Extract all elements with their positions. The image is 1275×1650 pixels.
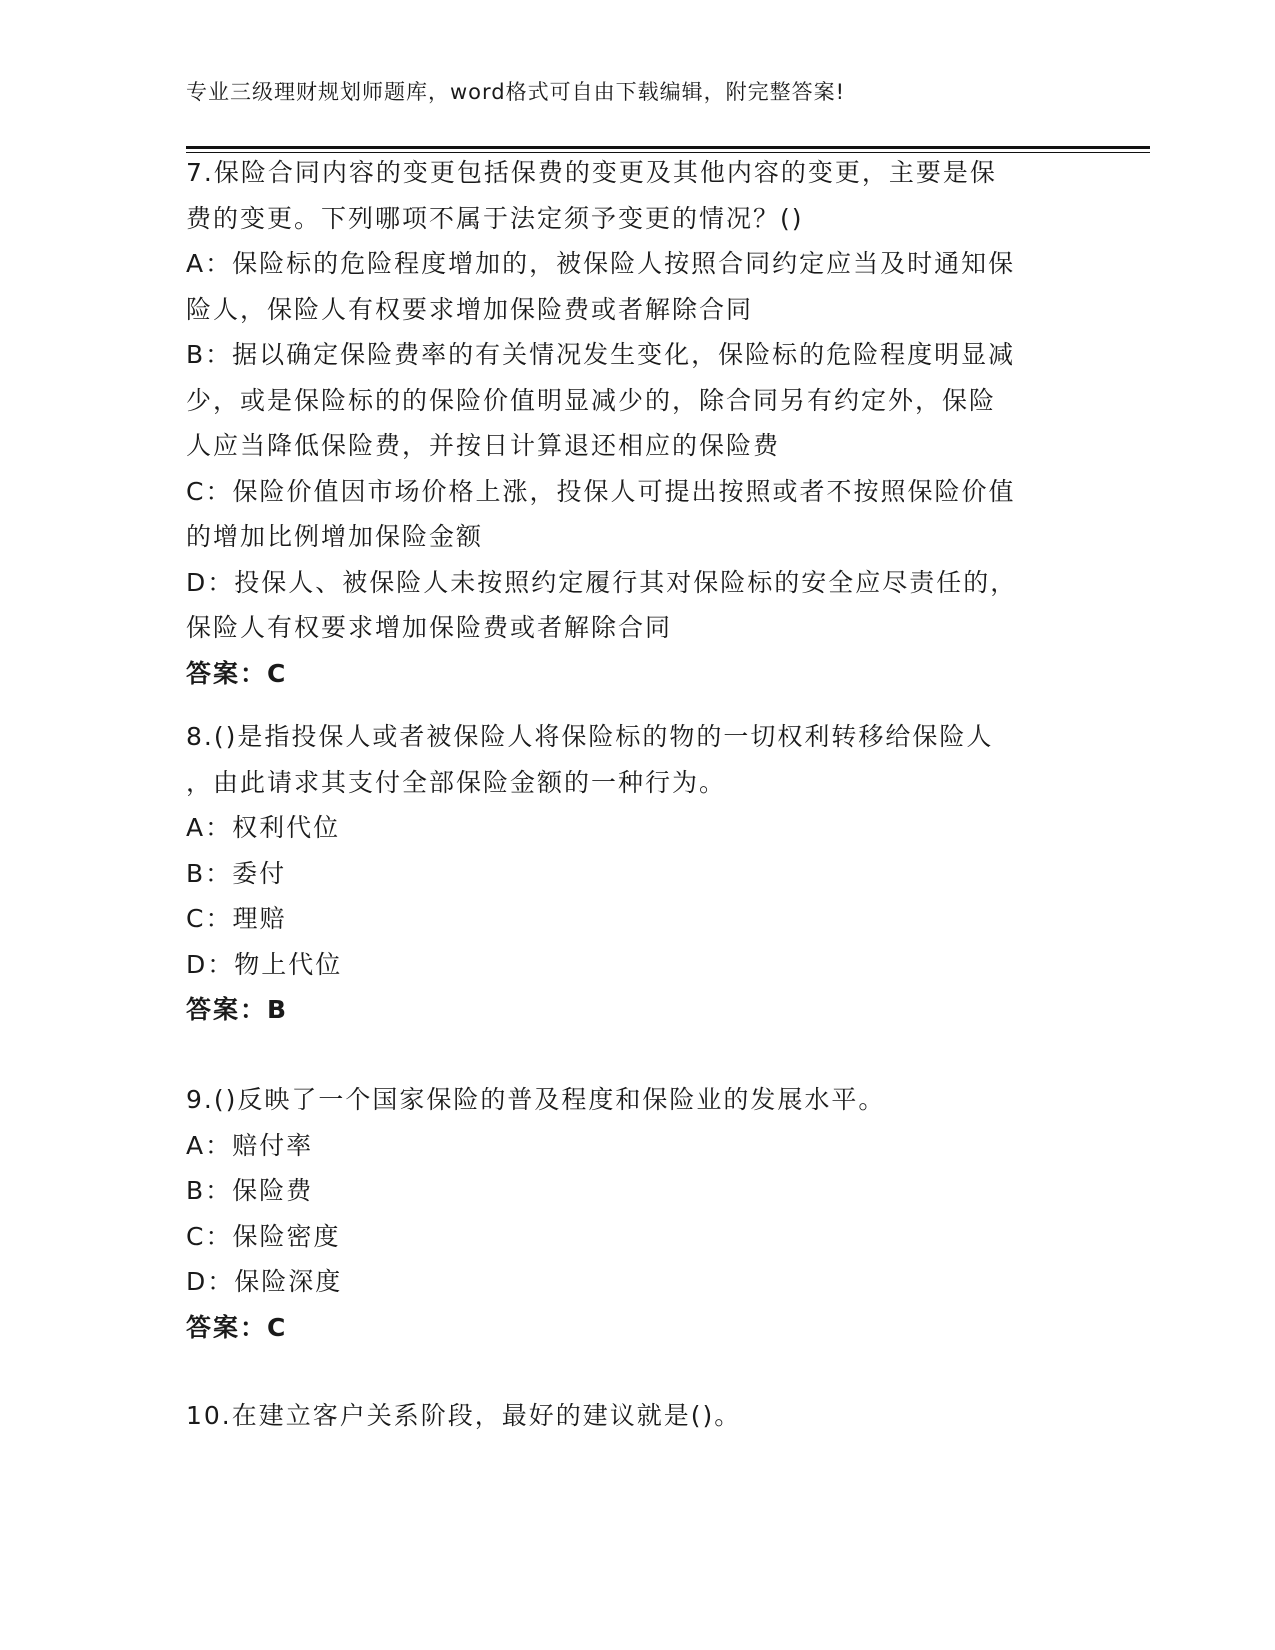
question-stem-line: 7.保险合同内容的变更包括保费的变更及其他内容的变更，主要是保 <box>186 158 997 187</box>
option-a-line: A：权利代位 <box>186 813 341 842</box>
option-c-line: C：保险价值因市场价格上涨，投保人可提出按照或者不按照保险价值 <box>186 476 1016 506</box>
option-d-line: D：保险深度 <box>186 1267 343 1296</box>
option-b-line: B：委付 <box>186 858 287 888</box>
option-d-line: 保险人有权要求增加保险费或者解除合同 <box>186 613 673 642</box>
question-stem-line: 9.()反映了一个国家保险的普及程度和保险业的发展水平。 <box>186 1085 886 1114</box>
question-stem-line: ，由此请求其支付全部保险金额的一种行为。 <box>186 767 727 797</box>
question-8 <box>186 714 1086 1033</box>
option-d-line: D：物上代位 <box>186 949 343 979</box>
option-c-line: 的增加比例增加保险金额 <box>186 522 484 551</box>
question-stem-line: 8.()是指投保人或者被保险人将保险标的物的一切权利转移给保险人 <box>186 722 994 751</box>
question-9 <box>186 1077 1086 1350</box>
option-a-line: A：赔付率 <box>186 1130 314 1160</box>
option-b-line: 少，或是保险标的的保险价值明显减少的，除合同另有约定外，保险 <box>186 385 997 415</box>
option-b-line: 人应当降低保险费，并按日计算退还相应的保险费 <box>186 431 781 460</box>
option-a-line: 险人，保险人有权要求增加保险费或者解除合同 <box>186 294 754 324</box>
option-b-line: B：保险费 <box>186 1176 314 1205</box>
page-header: 专业三级理财规划师题库，word格式可自由下载编辑，附完整答案! <box>186 80 846 104</box>
question-10 <box>186 1393 1086 1439</box>
question-stem-line: 10.在建立客户关系阶段，最好的建议就是()。 <box>186 1401 742 1430</box>
answer-label: 答案：B <box>186 995 289 1024</box>
option-c-line: C：理赔 <box>186 904 287 933</box>
option-b-line: B：据以确定保险费率的有关情况发生变化，保险标的危险程度明显减 <box>186 340 1016 369</box>
header-rule-thick <box>186 146 1150 149</box>
answer-label: 答案：C <box>186 658 288 688</box>
option-c-line: C：保险密度 <box>186 1221 341 1251</box>
option-d-line: D：投保人、被保险人未按照约定履行其对保险标的安全应尽责任的， <box>186 567 1018 597</box>
option-a-line: A：保险标的危险程度增加的，被保险人按照合同约定应当及时通知保 <box>186 249 1016 278</box>
answer-label: 答案：C <box>186 1312 288 1342</box>
question-7 <box>186 150 1086 696</box>
question-stem-line: 费的变更。下列哪项不属于法定须予变更的情况？() <box>186 203 804 233</box>
